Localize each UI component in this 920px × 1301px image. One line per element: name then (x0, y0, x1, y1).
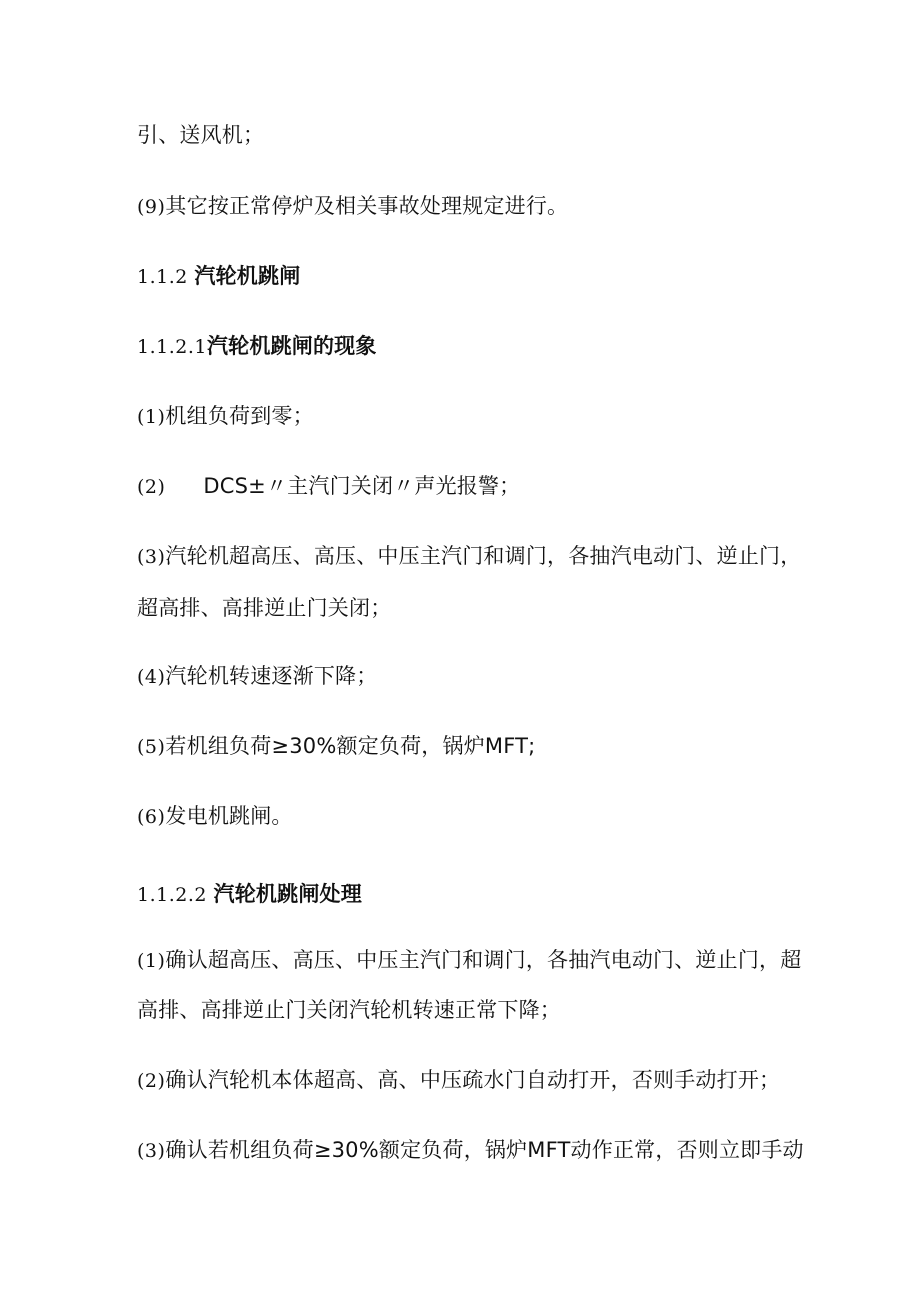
item-number: (2) (137, 476, 166, 498)
item-number: (6) (137, 806, 166, 828)
line-text: 汽轮机超高压、高压、中压主汽门和调门，各抽汽电动门、逆止门， (165, 544, 802, 568)
line-text: 其它按正常停炉及相关事故处理规定进行。 (165, 194, 569, 218)
line-text: 若机组负荷≥30%额定负荷，锅炉MFT; (165, 734, 536, 758)
item-number: (5) (137, 736, 166, 758)
item-number: (3) (137, 1140, 166, 1162)
line-text: 引、送风机； (137, 123, 265, 147)
line-text: 确认若机组负荷≥30%额定负荷，锅炉MFT动作正常，否则立即手动 (165, 1138, 804, 1162)
list-item-9 (137, 192, 787, 221)
item-number: (3) (137, 546, 166, 568)
list-item-1 (137, 402, 787, 431)
line-text: DCS±〃主汽门关闭〃声光报警； (203, 474, 521, 498)
section-title: 汽轮机跳闸处理 (213, 882, 362, 906)
list-item-2 (137, 472, 787, 501)
section-number: 1.1.2.2 (137, 884, 214, 906)
section-title: 汽轮机跳闸 (194, 264, 301, 288)
list-item-2 (137, 1066, 787, 1095)
list-item-6 (137, 802, 787, 831)
item-number: (9) (137, 196, 166, 218)
item-number: (4) (137, 666, 166, 688)
section-heading-1-1-2 (137, 262, 787, 291)
section-number: 1.1.2 (137, 266, 195, 288)
line-text: 机组负荷到零； (165, 404, 314, 428)
list-item-1 (137, 946, 802, 975)
section-heading-1-1-2-1 (137, 332, 787, 361)
text-line-continuation (137, 594, 787, 622)
text-line-continuation (137, 996, 787, 1024)
line-text: 确认超高压、高压、中压主汽门和调门，各抽汽电动门、逆止门，超 (165, 948, 802, 972)
line-text: 超高排、高排逆止门关闭； (137, 596, 392, 620)
item-number: (2) (137, 1070, 166, 1092)
list-item-4 (137, 662, 787, 691)
section-number: 1.1.2.1 (137, 336, 207, 358)
line-text: 发电机跳闸。 (165, 804, 293, 828)
section-heading-1-1-2-2 (137, 880, 787, 909)
text-line-1 (137, 121, 787, 149)
item-number: (1) (137, 406, 166, 428)
line-text: 高排、高排逆止门关闭汽轮机转速正常下降； (137, 998, 561, 1022)
line-text: 汽轮机转速逐渐下降； (165, 664, 378, 688)
list-item-3 (137, 542, 802, 571)
list-item-3 (137, 1136, 804, 1165)
list-item-5 (137, 732, 787, 761)
item-number: (1) (137, 950, 166, 972)
line-text: 确认汽轮机本体超高、高、中压疏水门自动打开，否则手动打开； (165, 1068, 781, 1092)
section-title: 汽轮机跳闸的现象 (206, 334, 377, 358)
